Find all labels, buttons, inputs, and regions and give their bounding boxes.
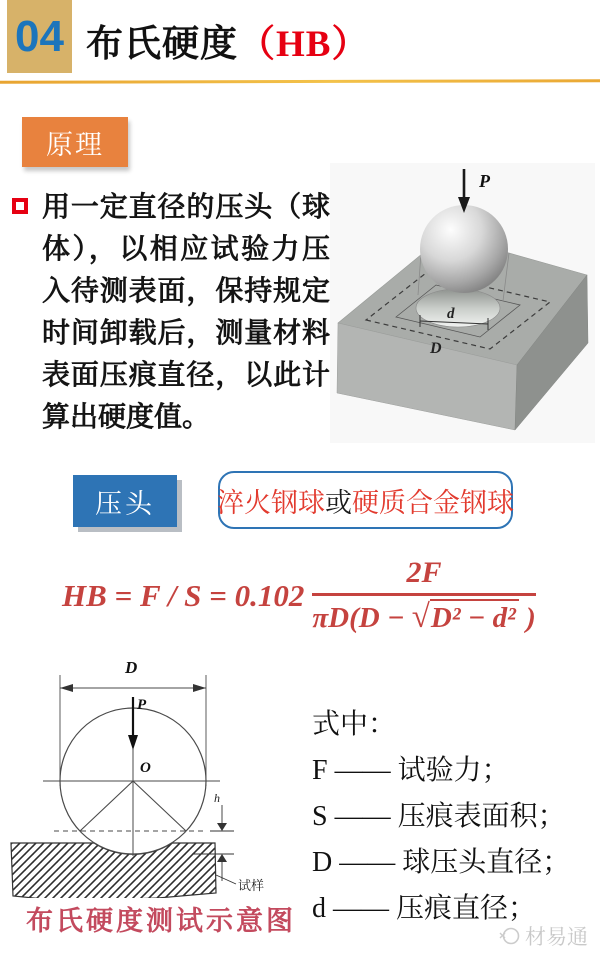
D-dim-label: D [125, 658, 138, 677]
force-label: P [479, 171, 490, 191]
watermark-logo-icon [498, 925, 520, 947]
formula-radicand: D² − d² [430, 599, 519, 635]
D-arrow-right [193, 684, 206, 692]
indenter-button-label: 压头 [95, 488, 155, 519]
indenter-value-black: 或 [325, 487, 352, 518]
specimen-label: 试样 [238, 878, 265, 893]
D-square-label: D [430, 340, 442, 357]
radical-sign: √ [411, 599, 430, 635]
legend-line-D: D —— 球压头直径； [312, 847, 571, 878]
indenter-value-box [218, 471, 513, 529]
principle-badge [22, 117, 128, 167]
formula-den-prefix: πD(D − [312, 602, 405, 634]
indenter-3d-figure [330, 163, 595, 443]
principle-badge-label: 原理 [46, 129, 104, 160]
section-number: 04 [15, 11, 64, 61]
principle-paragraph: 用一定直径的压头（球体），以相应试验力压入待测表面，保持规定时间卸载后，测量材料表面压痕直径，以此计算出硬度值。 [42, 191, 330, 432]
specimen-leader [216, 875, 236, 884]
depth-label: h [214, 791, 220, 805]
indenter-value-red2: 硬质合金钢球 [352, 487, 514, 518]
O-center-label: O [140, 760, 151, 776]
page-title [86, 13, 369, 67]
formula-denominator [312, 596, 535, 636]
d-label: d [447, 306, 455, 322]
brinell-schematic-svg [10, 653, 295, 898]
hb-formula [62, 556, 536, 636]
page-title-text: 布氏硬度 [86, 23, 238, 64]
section-number-box [7, 0, 72, 73]
formula-legend [312, 702, 570, 932]
header-divider [0, 79, 600, 84]
diagram-caption: 布氏硬度测试示意图 [26, 906, 296, 936]
centerlines [43, 748, 220, 856]
formula-fraction [312, 556, 535, 636]
watermark-text: 材易通 [525, 926, 588, 949]
D-arrow-left [60, 684, 73, 692]
indenter-button [73, 475, 177, 527]
brinell-schematic [10, 653, 295, 898]
red-square-bullet-icon [12, 198, 28, 214]
indenter-3d-svg [330, 163, 595, 443]
depth-arrow-down [217, 823, 227, 831]
formula-numerator: 2F [312, 556, 535, 596]
indenter-ball [420, 205, 508, 293]
legend-line-F: F —— 试验力； [312, 755, 510, 786]
depth-arrow-up [217, 854, 227, 862]
P-dim-label: P [137, 697, 147, 713]
formula-lhs: HB = F / S = 0.102 [62, 578, 305, 613]
legend-intro: 式中： [312, 709, 397, 740]
watermark [498, 921, 588, 951]
legend-line-S: S —— 压痕表面积； [312, 801, 566, 832]
page-title-suffix: （HB） [238, 24, 370, 65]
indenter-value-red1: 淬火钢球 [217, 487, 325, 518]
formula-den-suffix: ) [526, 602, 536, 634]
legend-line-d: d —— 压痕直径； [312, 893, 537, 924]
